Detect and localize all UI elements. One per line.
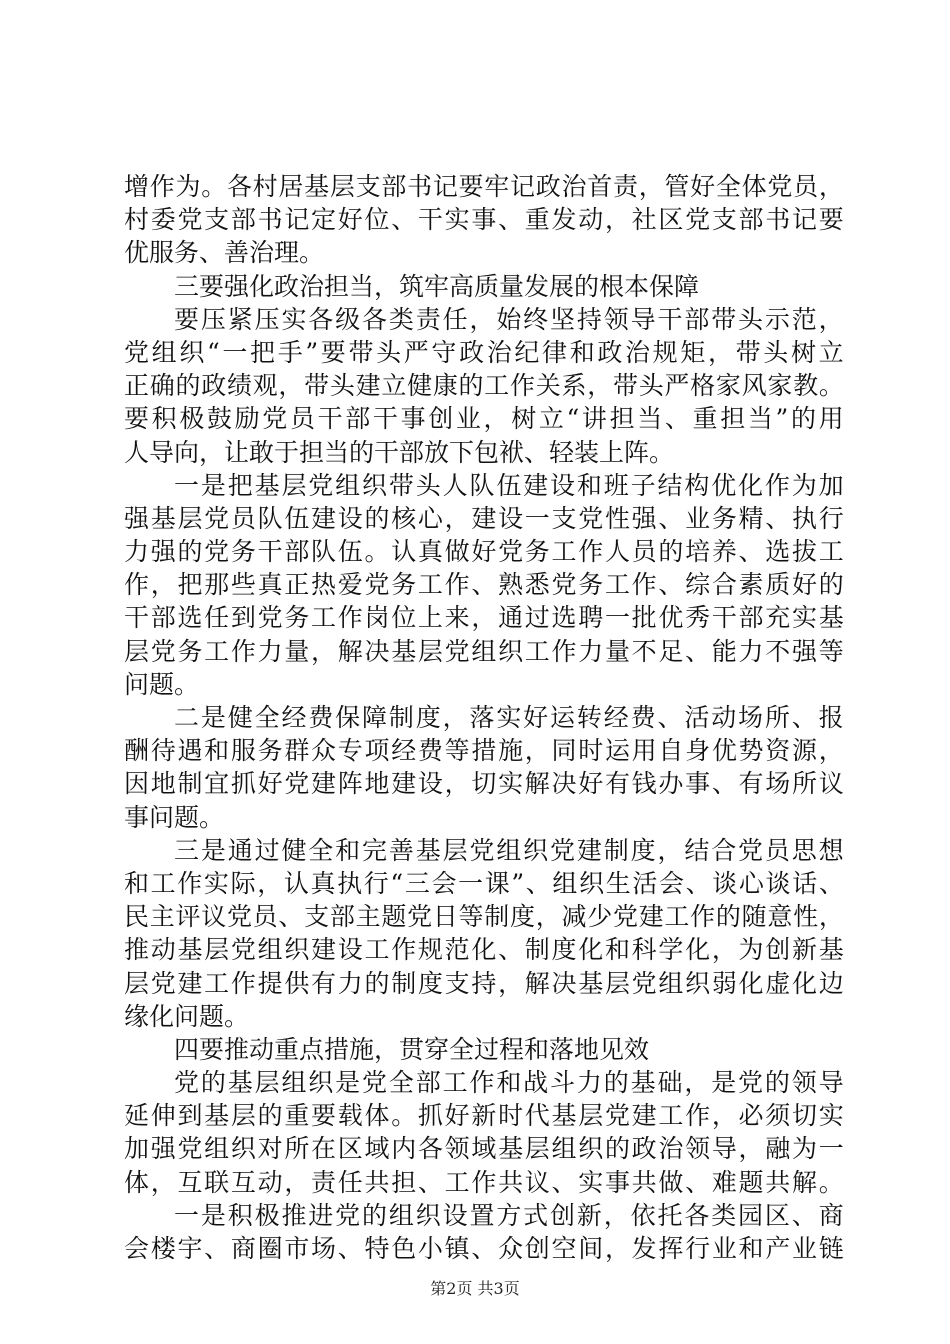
text-line: 三要强化政治担当，筑牢高质量发展的根本保障: [174, 271, 700, 301]
text-line: 力 强 的 党 务 干 部 队 伍 。 认 真 做 好 党 务 工 作 人 员 的 培 养 、 选 拔 工: [124, 537, 844, 567]
text-line: 事问题。: [124, 802, 225, 832]
text-line: 因 地 制 宜 抓 好 党 建 阵 地 建 设 ， 切 实 解 决 好 有 钱 办 事 、 有 场 所 议: [124, 769, 844, 799]
text-line: 问题。: [124, 669, 200, 699]
text-line: 村 委 党 支 部 书 记 定 好 位 、 干 实 事 、 重 发 动 ， 社 区 党 支 部 书 记 要: [124, 205, 844, 235]
text-line: 人导向，让敢于担当的干部放下包袱、轻装上阵。: [124, 437, 675, 467]
text-line: 三 是 通 过 健 全 和 完 善 基 层 党 组 织 党 建 制 度 ， 结 合 党 员 思 想: [174, 835, 844, 865]
text-line: 四要推动重点措施，贯穿全过程和落地见效: [174, 1034, 650, 1064]
page-number-label: 第2页 共3页: [430, 1279, 520, 1298]
text-line: 延 伸 到 基 层 的 重 要 载 体 。 抓 好 新 时 代 基 层 党 建 工 作 ， 必 须 切 实: [124, 1101, 844, 1131]
text-line: 推 动 基 层 党 组 织 建 设 工 作 规 范 化 、 制 度 化 和 科 学 化 ， 为 创 新 基: [124, 935, 844, 965]
text-line: 作 ， 把 那 些 真 正 热 爱 党 务 工 作 、 熟 悉 党 务 工 作 、 综 合 素 质 好 的: [124, 570, 844, 600]
text-line: 一 是 把 基 层 党 组 织 带 头 人 队 伍 建 设 和 班 子 结 构 优 化 作 为 加: [174, 470, 844, 500]
text-line: 和 工 作 实 际 ， 认 真 执 行 “ 三 会 一 课 ” 、 组 织 生 活 会 、 谈 心 谈 话 、: [124, 868, 844, 898]
text-line: 民 主 评 议 党 员 、 支 部 主 题 党 日 等 制 度 ， 减 少 党 建 工 作 的 随 意 性 ，: [124, 902, 844, 932]
text-line: 增 作 为 。 各 村 居 基 层 支 部 书 记 要 牢 记 政 治 首 责 ， 管 好 全 体 党 员 ，: [124, 172, 844, 201]
page-footer: [0, 1276, 950, 1299]
text-line: 党 组 织 “ 一 把 手 ” 要 带 头 严 守 政 治 纪 律 和 政 治 规 矩 ， 带 头 树 立: [124, 337, 844, 367]
text-line: 正 确 的 政 绩 观 ， 带 头 建 立 健 康 的 工 作 关 系 ， 带 头 严 格 家 风 家 教 。: [124, 371, 844, 401]
text-line: 优服务、善治理。: [124, 238, 325, 268]
text-line: 酬 待 遇 和 服 务 群 众 专 项 经 费 等 措 施 ， 同 时 运 用 自 身 优 势 资 源 ，: [124, 736, 844, 766]
text-line: 会 楼 宇 、 商 圈 市 场 、 特 色 小 镇 、 众 创 空 间 ， 发 挥 行 业 和 产 业 链: [124, 1234, 844, 1263]
text-line: 体 ， 互 联 互 动 ， 责 任 共 担 、 工 作 共 议 、 实 事 共 做 、 难 题 共 解 。: [124, 1167, 844, 1197]
text-line: 一 是 积 极 推 进 党 的 组 织 设 置 方 式 创 新 ， 依 托 各 类 园 区 、 商: [174, 1200, 844, 1230]
document-body: [124, 170, 844, 1265]
text-line: 层 党 建 工 作 提 供 有 力 的 制 度 支 持 ， 解 决 基 层 党 组 织 弱 化 虚 化 边: [124, 968, 844, 998]
text-line: 要 压 紧 压 实 各 级 各 类 责 任 ， 始 终 坚 持 领 导 干 部 带 头 示 范 ，: [174, 304, 844, 334]
text-line: 二 是 健 全 经 费 保 障 制 度 ， 落 实 好 运 转 经 费 、 活 动 场 所 、 报: [174, 703, 844, 732]
text-line: 加 强 党 组 织 对 所 在 区 域 内 各 领 域 基 层 组 织 的 政 治 领 导 ， 融 为 一: [124, 1134, 844, 1164]
text-line: 缘化问题。: [124, 1001, 250, 1031]
text-line: 要 积 极 鼓 励 党 员 干 部 干 事 创 业 ， 树 立 “ 讲 担 当 、 重 担 当 ” 的 用: [124, 404, 844, 434]
text-line: 党 的 基 层 组 织 是 党 全 部 工 作 和 战 斗 力 的 基 础 ， 是 党 的 领 导: [174, 1068, 844, 1098]
text-line: 干 部 选 任 到 党 务 工 作 岗 位 上 来 ， 通 过 选 聘 一 批 优 秀 干 部 充 实 基: [124, 603, 844, 633]
text-line: 强 基 层 党 员 队 伍 建 设 的 核 心 ， 建 设 一 支 党 性 强 、 业 务 精 、 执 行: [124, 503, 844, 533]
text-line: 层 党 务 工 作 力 量 ， 解 决 基 层 党 组 织 工 作 力 量 不 足 、 能 力 不 强 等: [124, 636, 844, 666]
